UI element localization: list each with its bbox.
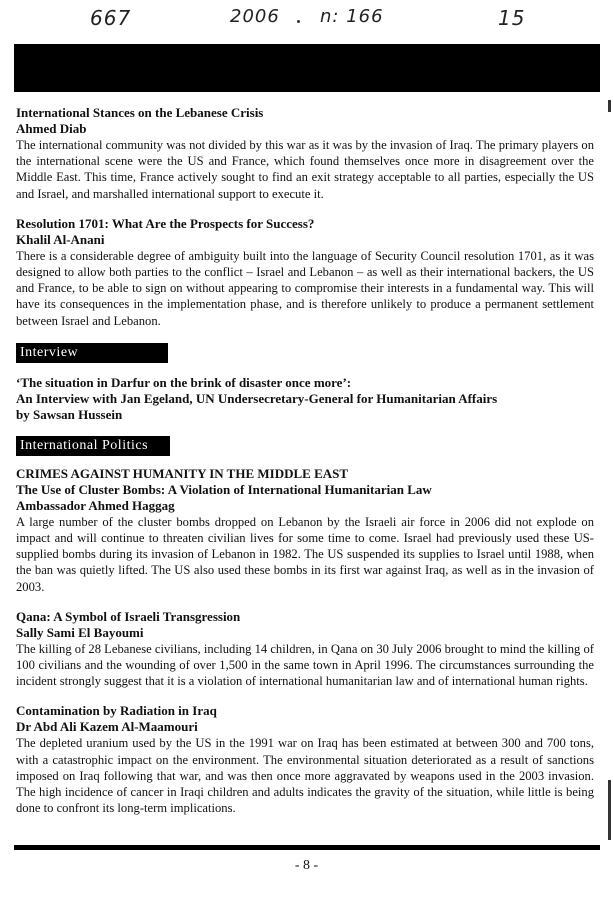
article — [16, 482, 594, 595]
article-title: Qana: A Symbol of Israeli Transgression — [16, 608, 241, 624]
article-author: Khalil Al-Anani — [16, 231, 105, 247]
article-body: A large number of the cluster bombs dropped on Lebanon by the Israeli air force in 2006 did not explode on impact and will continue to threaten civilian lives for some time to come. Israel had previously used these US-supplied bombs during its invasion of Lebanon in 1982. The US suspended its supplies to Israel until 1988, when the ban was quietly lifted. The US also used these bombs in its first war against Iraq, as well as in the invasion of 2003. — [16, 514, 594, 594]
footer-rule — [14, 845, 600, 850]
interview-title: ‘The situation in Darfur on the brink of disaster once more’: — [16, 374, 352, 390]
page-number: - 8 - — [294, 858, 319, 873]
handwritten-note: 2006 — [230, 6, 280, 27]
article-body: The depleted uranium used by the US in the 1991 war on Iraq has been estimated at between 300 and 700 tons, with a catastrophic impact on the environment. The environmental situation deteriorated as a result of sanctions imposed on Iraq following that war, and was then once more aggravated by weapons used in the 2003 invasion. The high incidence of cancer in Iraqi children and adults indicates the gravity of the situation, while little is being done to confront its long-term implications. — [16, 736, 594, 816]
article-author: Dr Abd Ali Kazem Al-Maamouri — [16, 719, 198, 735]
scan-edge-mark — [608, 780, 611, 840]
article — [16, 216, 594, 329]
interview-block — [16, 375, 594, 423]
article-title: Contamination by Radiation in Iraq — [16, 703, 217, 719]
article-body: There is a considerable degree of ambiguity built into the language of Security Council resolution 1701, as it was designed to allow both parties to the conflict – Israel and Lebanon – as well as their international backers, the US and France, to be able to sign on without appearing to compromise their interests in a fundamental way. This will have its consequences in the implementation phase, and is therefore unlikely to produce a permanent settlement between Israel and Lebanon. — [16, 248, 594, 328]
article-title: Resolution 1701: What Are the Prospects for Success? — [16, 215, 315, 231]
article — [16, 703, 594, 816]
article-author: Ahmed Diab — [16, 121, 87, 136]
section-header-interview: Interview — [16, 343, 168, 363]
handwritten-note: n: 166 — [320, 6, 384, 27]
article — [16, 609, 594, 690]
article-body: The killing of 28 Lebanese civilians, including 14 children, in Qana on 30 July 2006 brought to mind the killing of 100 civilians and the wounding of over 1,500 in the same town in April 1996. The circumstances surrounding the incident strongly suggest that it is a violation of international humanitarian law and of international human rights. — [16, 641, 594, 689]
interview-subtitle: An Interview with Jan Egeland, UN Undersecretary-General for Humanitarian Affairs — [16, 390, 498, 406]
handwritten-note: 667 — [90, 6, 132, 30]
scan-edge-mark — [608, 100, 611, 112]
section-title: CRIMES AGAINST HUMANITY IN THE MIDDLE EAST — [16, 465, 349, 481]
article-author: Ambassador Ahmed Haggag — [16, 497, 175, 513]
section-header-politics: International Politics — [16, 436, 170, 456]
article-title: International Stances on the Lebanese Crisis — [16, 105, 264, 120]
interview-author: by Sawsan Hussein — [16, 406, 123, 422]
article — [16, 105, 594, 202]
article-body: The international community was not divided by this war as it was by the invasion of Iraq. The primary players on the international scene were the US and France, which found themselves once more in disagreement over the Middle East. This time, France actively sought to find an exit strategy acceptable to all parties, especially the US and Israel, and marshalled international support to execute it. — [16, 138, 594, 201]
article-author: Sally Sami El Bayoumi — [16, 624, 144, 640]
page-content — [16, 105, 594, 816]
handwritten-note: 15 — [498, 6, 526, 30]
ink-dot — [297, 20, 300, 23]
article-title: The Use of Cluster Bombs: A Violation of International Humanitarian Law — [16, 481, 432, 497]
header-bar — [14, 44, 600, 92]
